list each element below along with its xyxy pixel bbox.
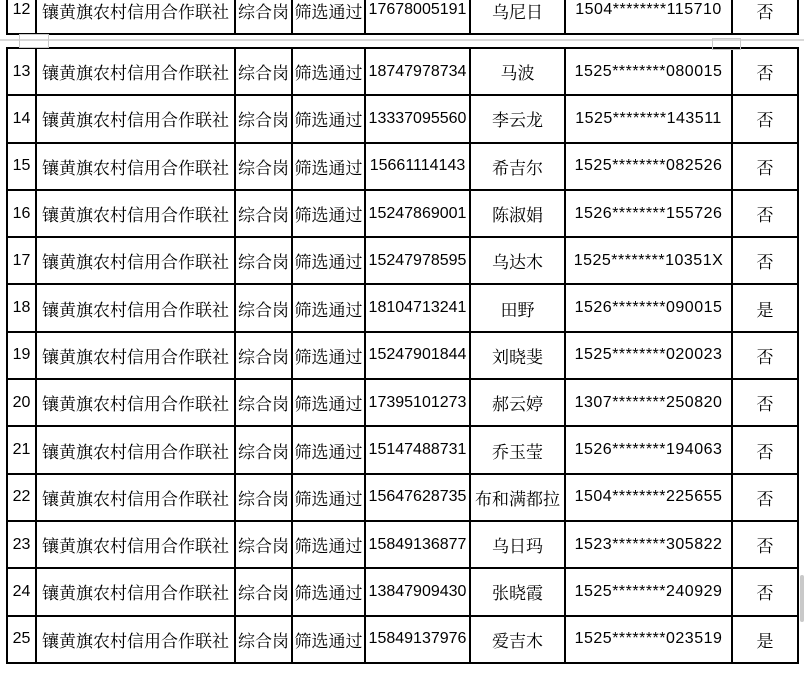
cell-organization: 镶黄旗农村信用合作联社 [36, 48, 235, 95]
cell-row-number: 20 [7, 379, 36, 426]
cell-organization: 镶黄旗农村信用合作联社 [36, 426, 235, 473]
cell-flag: 否 [732, 332, 798, 379]
cell-name: 希吉尔 [470, 143, 565, 190]
table-body-fragment [7, 0, 798, 34]
table-row [7, 0, 798, 34]
cell-row-number: 14 [7, 95, 36, 142]
cell-flag: 否 [732, 143, 798, 190]
roster-table-top-fragment [6, 0, 799, 35]
table-body [7, 48, 798, 663]
table-row [7, 616, 798, 663]
cell-row-number: 22 [7, 474, 36, 521]
cell-name: 爱吉木 [470, 616, 565, 663]
cell-phone: 13847909430 [365, 568, 470, 615]
cell-screening-status: 筛选通过 [292, 521, 365, 568]
cell-organization: 镶黄旗农村信用合作联社 [36, 332, 235, 379]
cell-screening-status: 筛选通过 [292, 95, 365, 142]
table-row [7, 95, 798, 142]
cell-position: 综合岗 [235, 95, 292, 142]
cell-flag: 否 [732, 48, 798, 95]
cell-row-number: 25 [7, 616, 36, 663]
cell-position: 综合岗 [235, 0, 292, 34]
roster-table [6, 47, 799, 664]
cell-organization: 镶黄旗农村信用合作联社 [36, 143, 235, 190]
cell-screening-status: 筛选通过 [292, 143, 365, 190]
cell-phone: 13337095560 [365, 95, 470, 142]
cell-flag: 否 [732, 521, 798, 568]
cell-phone: 18104713241 [365, 284, 470, 331]
cell-name: 乌达木 [470, 237, 565, 284]
cell-id-number-masked: 1525********023519 [565, 616, 732, 663]
table-row [7, 48, 798, 95]
cell-organization: 镶黄旗农村信用合作联社 [36, 521, 235, 568]
cell-id-number-masked: 1525********080015 [565, 48, 732, 95]
cell-row-number: 23 [7, 521, 36, 568]
cell-name: 郝云婷 [470, 379, 565, 426]
cell-phone: 15147488731 [365, 426, 470, 473]
cell-position: 综合岗 [235, 284, 292, 331]
page-break-line [0, 39, 804, 41]
cell-position: 综合岗 [235, 379, 292, 426]
cell-phone: 17678005191 [365, 0, 470, 34]
cell-flag: 是 [732, 284, 798, 331]
scrollbar-thumb[interactable] [800, 575, 804, 622]
cell-flag: 否 [732, 95, 798, 142]
table-row [7, 284, 798, 331]
cell-id-number-masked: 1523********305822 [565, 521, 732, 568]
cell-row-number: 15 [7, 143, 36, 190]
cell-row-number: 13 [7, 48, 36, 95]
cell-phone: 17395101273 [365, 379, 470, 426]
cell-name: 田野 [470, 284, 565, 331]
cell-id-number-masked: 1504********115710 [565, 0, 732, 34]
cell-name: 陈淑娟 [470, 190, 565, 237]
cell-phone: 15647628735 [365, 474, 470, 521]
cell-name: 张晓霞 [470, 568, 565, 615]
cell-screening-status: 筛选通过 [292, 379, 365, 426]
cell-position: 综合岗 [235, 568, 292, 615]
cell-flag: 是 [732, 616, 798, 663]
cell-flag: 否 [732, 568, 798, 615]
cell-flag: 否 [732, 237, 798, 284]
cell-name: 乔玉莹 [470, 426, 565, 473]
cell-id-number-masked: 1525********10351X [565, 237, 732, 284]
cell-name: 刘晓斐 [470, 332, 565, 379]
cell-organization: 镶黄旗农村信用合作联社 [36, 190, 235, 237]
cell-id-number-masked: 1525********082526 [565, 143, 732, 190]
table-row [7, 143, 798, 190]
table-row [7, 521, 798, 568]
table-split-marker-left [19, 34, 49, 48]
cell-organization: 镶黄旗农村信用合作联社 [36, 237, 235, 284]
cell-row-number: 17 [7, 237, 36, 284]
cell-organization: 镶黄旗农村信用合作联社 [36, 95, 235, 142]
cell-organization: 镶黄旗农村信用合作联社 [36, 568, 235, 615]
cell-screening-status: 筛选通过 [292, 190, 365, 237]
cell-screening-status: 筛选通过 [292, 284, 365, 331]
cell-flag: 否 [732, 0, 798, 34]
cell-screening-status: 筛选通过 [292, 237, 365, 284]
cell-screening-status: 筛选通过 [292, 332, 365, 379]
cell-id-number-masked: 1525********020023 [565, 332, 732, 379]
cell-position: 综合岗 [235, 426, 292, 473]
cell-id-number-masked: 1504********225655 [565, 474, 732, 521]
cell-phone: 15247901844 [365, 332, 470, 379]
cell-position: 综合岗 [235, 143, 292, 190]
cell-position: 综合岗 [235, 190, 292, 237]
cell-row-number: 18 [7, 284, 36, 331]
table-row [7, 379, 798, 426]
cell-screening-status: 筛选通过 [292, 568, 365, 615]
cell-screening-status: 筛选通过 [292, 0, 365, 34]
cell-id-number-masked: 1526********090015 [565, 284, 732, 331]
cell-phone: 15849136877 [365, 521, 470, 568]
cell-organization: 镶黄旗农村信用合作联社 [36, 379, 235, 426]
cell-flag: 否 [732, 474, 798, 521]
cell-position: 综合岗 [235, 237, 292, 284]
cell-id-number-masked: 1526********155726 [565, 190, 732, 237]
cell-organization: 镶黄旗农村信用合作联社 [36, 284, 235, 331]
cell-row-number: 12 [7, 0, 36, 34]
table-row [7, 568, 798, 615]
cell-screening-status: 筛选通过 [292, 426, 365, 473]
cell-position: 综合岗 [235, 521, 292, 568]
cell-screening-status: 筛选通过 [292, 48, 365, 95]
table-row [7, 474, 798, 521]
cell-row-number: 19 [7, 332, 36, 379]
cell-organization: 镶黄旗农村信用合作联社 [36, 616, 235, 663]
cell-flag: 否 [732, 190, 798, 237]
cell-row-number: 24 [7, 568, 36, 615]
cell-position: 综合岗 [235, 616, 292, 663]
cell-screening-status: 筛选通过 [292, 474, 365, 521]
table-row [7, 332, 798, 379]
cell-phone: 15247869001 [365, 190, 470, 237]
cell-name: 布和满都拉 [470, 474, 565, 521]
cell-row-number: 21 [7, 426, 36, 473]
cell-phone: 18747978734 [365, 48, 470, 95]
cell-name: 乌日玛 [470, 521, 565, 568]
cell-screening-status: 筛选通过 [292, 616, 365, 663]
cell-id-number-masked: 1525********143511 [565, 95, 732, 142]
table-row [7, 190, 798, 237]
cell-position: 综合岗 [235, 474, 292, 521]
cell-phone: 15247978595 [365, 237, 470, 284]
cell-name: 李云龙 [470, 95, 565, 142]
cell-position: 综合岗 [235, 48, 292, 95]
table-split-marker-right [712, 38, 741, 50]
cell-phone: 15661114143 [365, 143, 470, 190]
cell-row-number: 16 [7, 190, 36, 237]
cell-phone: 15849137976 [365, 616, 470, 663]
cell-id-number-masked: 1525********240929 [565, 568, 732, 615]
cell-id-number-masked: 1307********250820 [565, 379, 732, 426]
cell-flag: 否 [732, 379, 798, 426]
cell-organization: 镶黄旗农村信用合作联社 [36, 474, 235, 521]
cell-organization: 镶黄旗农村信用合作联社 [36, 0, 235, 34]
cell-id-number-masked: 1526********194063 [565, 426, 732, 473]
cell-flag: 否 [732, 426, 798, 473]
table-row [7, 237, 798, 284]
cell-position: 综合岗 [235, 332, 292, 379]
cell-name: 乌尼日 [470, 0, 565, 34]
cell-name: 马波 [470, 48, 565, 95]
table-row [7, 426, 798, 473]
